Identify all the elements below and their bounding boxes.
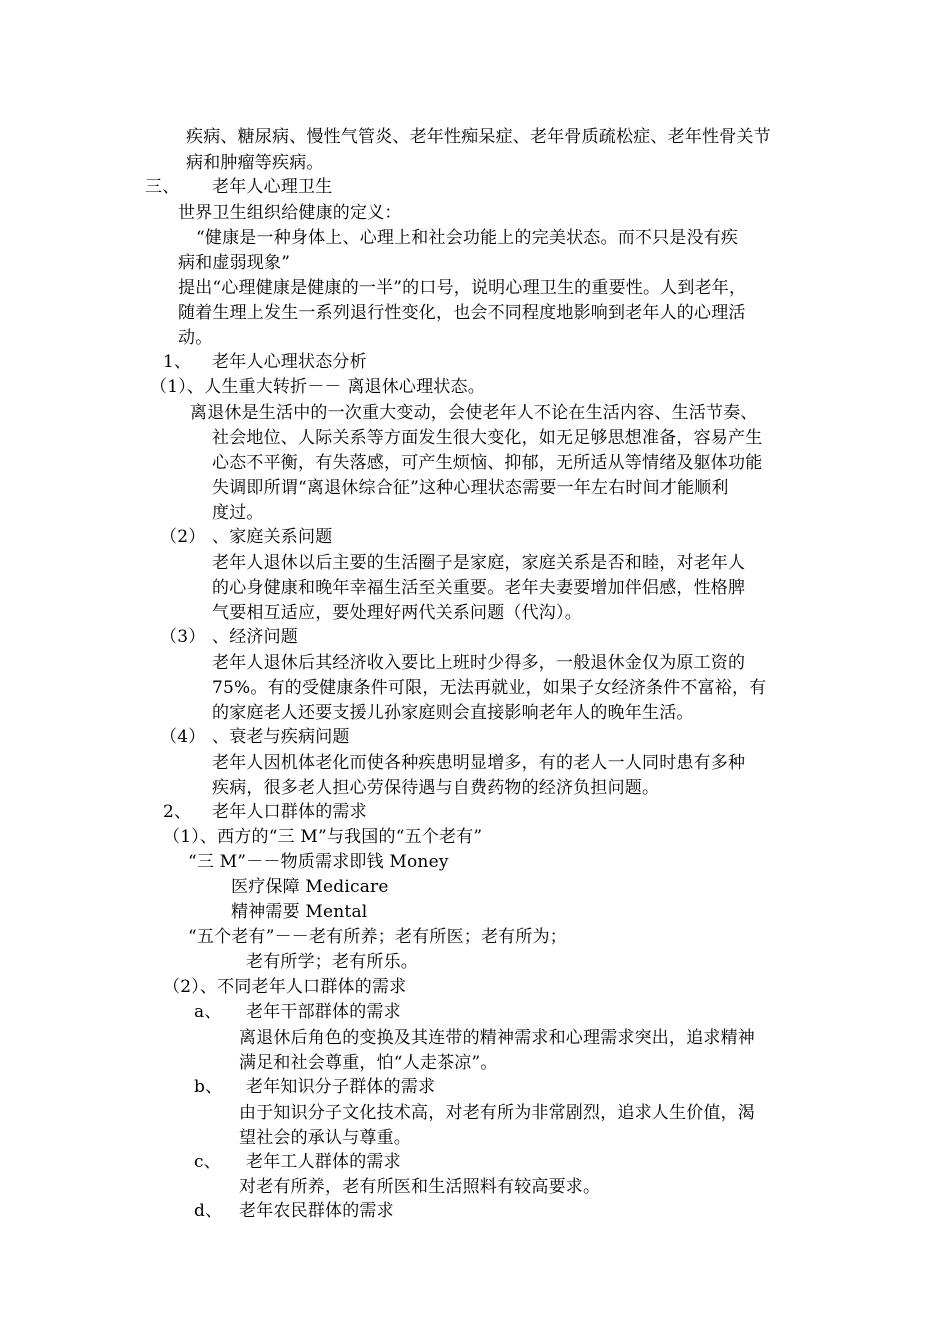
section-number: 三、 [145, 177, 180, 197]
text-line: 离退休后角色的变换及其连带的精神需求和心理需求突出，追求精神 [239, 1028, 755, 1048]
text-line: 老有所学；老有所乐。 [246, 952, 418, 972]
list-heading: 老年知识分子群体的需求 [246, 1077, 436, 1097]
text-line: 社会地位、人际关系等方面发生很大变化，如无足够思想准备，容易产生 [212, 428, 763, 448]
text-line: 75%。有的受健康条件可限，无法再就业，如果子女经济条件不富裕，有 [212, 678, 767, 698]
text-line: 老年人退休以后主要的生活圈子是家庭，家庭关系是否和睦，对老年人 [212, 553, 746, 573]
section-heading: 老年人心理卫生 [212, 177, 333, 197]
text-line: 望社会的承认与尊重。 [239, 1128, 411, 1148]
list-marker: d、 [194, 1201, 223, 1221]
text-line: 疾病、糖尿病、慢性气管炎、老年性痴呆症、老年骨质疏松症、老年性骨关节 [186, 127, 771, 147]
list-heading: 老年工人群体的需求 [246, 1152, 401, 1172]
text-line: 世界卫生组织给健康的定义： [178, 203, 402, 223]
subsection-heading: 老年人心理状态分析 [212, 352, 367, 372]
text-line: 动。 [178, 328, 213, 348]
text-line: 病和虚弱现象” [178, 253, 291, 273]
text-line: 心态不平衡，有失落感，可产生烦恼、抑郁，无所适从等情绪及躯体功能 [212, 453, 763, 473]
item-number: （2） [160, 527, 206, 547]
item-number: （4） [160, 727, 206, 747]
list-heading: 老年农民群体的需求 [239, 1201, 394, 1221]
list-marker: c、 [194, 1152, 221, 1172]
list-heading: 老年干部群体的需求 [246, 1002, 401, 1022]
item-heading: （1）、人生重大转折－－ 离退休心理状态。 [150, 377, 485, 397]
text-line: 满足和社会尊重，怕“人走茶凉”。 [239, 1053, 498, 1073]
text-line: 的家庭老人还要支援儿孙家庭则会直接影响老年人的晚年生活。 [212, 703, 694, 723]
text-line: 气要相互适应，要处理好两代关系问题（代沟）。 [212, 603, 582, 623]
text-line: “健康是一种身体上、心理上和社会功能上的完美状态。而不只是没有疾 [196, 228, 739, 248]
list-marker: a、 [194, 1002, 222, 1022]
text-line: “三 M”－－物质需求即钱 Money [188, 852, 449, 872]
text-line: “五个老有”－－老有所养；老有所医；老有所为； [188, 927, 567, 947]
text-line: 提出“心理健康是健康的一半”的口号，说明心理卫生的重要性。人到老年， [178, 278, 747, 298]
item-heading: 、衰老与疾病问题 [212, 727, 350, 747]
text-line: 随着生理上发生一系列退行性变化，也会不同程度地影响到老年人的心理活 [178, 303, 746, 323]
text-line: 度过。 [212, 503, 264, 523]
list-marker: b、 [194, 1077, 223, 1097]
text-line: 病和肿瘤等疾病。 [186, 153, 324, 173]
text-line: 由于知识分子文化技术高，对老有所为非常剧烈，追求人生价值，渴 [239, 1103, 755, 1123]
text-line: 离退休是生活中的一次重大变动，会使老年人不论在生活内容、生活节奏、 [190, 403, 758, 423]
text-line: 老年人因机体老化而使各种疾患明显增多，有的老人一人同时患有多种 [212, 753, 746, 773]
text-line: 老年人退休后其经济收入要比上班时少得多，一般退休金仅为原工资的 [212, 653, 746, 673]
item-heading: 、家庭关系问题 [212, 527, 333, 547]
item-heading: （2）、不同老年人口群体的需求 [163, 977, 407, 997]
item-heading: 、经济问题 [212, 627, 298, 647]
text-line: 医疗保障 Medicare [231, 877, 389, 897]
subsection-number: 1、 [163, 352, 192, 372]
item-heading: （1）、西方的“三 M”与我国的“五个老有” [163, 827, 483, 847]
subsection-number: 2、 [163, 802, 192, 822]
text-line: 疾病，很多老人担心劳保待遇与自费药物的经济负担问题。 [212, 778, 660, 798]
subsection-heading: 老年人口群体的需求 [212, 802, 367, 822]
text-line: 对老有所养，老有所医和生活照料有较高要求。 [239, 1177, 601, 1197]
item-number: （3） [160, 627, 206, 647]
text-line: 精神需要 Mental [231, 902, 368, 922]
text-line: 失调即所谓“离退休综合征”这种心理状态需要一年左右时间才能顺利 [212, 478, 729, 498]
text-line: 的心身健康和晚年幸福生活至关重要。老年夫妻要增加伴侣感，性格脾 [212, 578, 746, 598]
